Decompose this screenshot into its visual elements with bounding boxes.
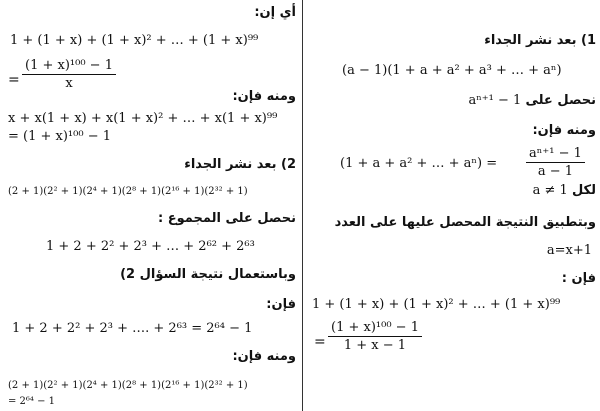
get-value: aⁿ⁺¹ − 1 bbox=[468, 93, 522, 108]
equals-sign-right: = bbox=[314, 334, 326, 350]
sum-1-plus-x-right: 1 + (1 + x) + (1 + x)² + … + (1 + x)⁹⁹ bbox=[312, 297, 561, 312]
right-column bbox=[308, 0, 596, 411]
then-heading-right: فإن : bbox=[561, 271, 596, 286]
for-each-line bbox=[533, 184, 596, 199]
column-divider bbox=[302, 0, 303, 411]
geometric-sum-lhs: (1 + a + a² + … + aⁿ) = bbox=[340, 156, 498, 171]
step2-heading: 2) بعد نشر الجداء bbox=[184, 157, 296, 172]
left-column bbox=[4, 0, 296, 411]
geometric-fraction-numerator: aⁿ⁺¹ − 1 bbox=[526, 146, 585, 163]
heading-therefore: أي إن: bbox=[254, 5, 296, 20]
sum-1-plus-x-left: 1 + (1 + x) + (1 + x)² + … + (1 + x)⁹⁹ bbox=[10, 33, 259, 48]
geometric-fraction bbox=[526, 146, 585, 179]
for-each-value: a ≠ 1 bbox=[532, 183, 568, 198]
equals-sign-left: = bbox=[8, 72, 20, 88]
fraction-right bbox=[328, 320, 422, 353]
apply-heading: وبتطبيق النتيجة المحصل عليها على العدد bbox=[334, 215, 596, 230]
for-each-heading: لكل bbox=[571, 183, 596, 198]
hence-heading-left2: ومنه فإن: bbox=[232, 349, 296, 364]
heading-hence-left: ومنه فإن: bbox=[232, 89, 296, 104]
fraction-left-numerator: (1 + x)¹⁰⁰ − 1 bbox=[22, 58, 116, 75]
product-final-line1: (2 + 1)(2² + 1)(2⁴ + 1)(2⁸ + 1)(2¹⁶ + 1)(2³² + 1) bbox=[8, 380, 248, 391]
substitution: a=x+1 bbox=[546, 243, 592, 258]
sum-x-line1: x + x(1 + x) + x(1 + x)² + … + x(1 + x)⁹⁹ bbox=[8, 111, 278, 126]
step1-heading: 1) بعد نشر الجداء bbox=[484, 33, 596, 48]
get-sum-heading: نحصل على المجموع : bbox=[158, 211, 296, 226]
get-result-line bbox=[468, 94, 596, 109]
geometric-fraction-denominator: a − 1 bbox=[537, 164, 574, 179]
sum-x-line2: = (1 + x)¹⁰⁰ − 1 bbox=[8, 129, 111, 144]
then-heading-left: فإن: bbox=[266, 297, 296, 312]
hence-heading-right: ومنه فإن: bbox=[532, 123, 596, 138]
fraction-right-denominator: 1 + x − 1 bbox=[343, 338, 407, 353]
use-q2-heading: وباستعمال نتيجة السؤال 2) bbox=[120, 267, 296, 282]
get-heading: نحصل على bbox=[525, 93, 596, 108]
fraction-left-denominator: x bbox=[65, 76, 73, 91]
product-a: (a − 1)(1 + a + a² + a³ + … + aⁿ) bbox=[342, 63, 562, 78]
product-powers-of-two: (2 + 1)(2² + 1)(2⁴ + 1)(2⁸ + 1)(2¹⁶ + 1)(2³² + 1) bbox=[8, 186, 248, 197]
powers-sum: 1 + 2 + 2² + 2³ + … + 2⁶² + 2⁶³ bbox=[46, 239, 255, 254]
fraction-left bbox=[22, 58, 116, 91]
product-final-line2: = 2⁶⁴ − 1 bbox=[8, 396, 56, 407]
fraction-right-numerator: (1 + x)¹⁰⁰ − 1 bbox=[328, 320, 422, 337]
powers-sum-result: 1 + 2 + 2² + 2³ + …. + 2⁶³ = 2⁶⁴ − 1 bbox=[12, 321, 253, 336]
